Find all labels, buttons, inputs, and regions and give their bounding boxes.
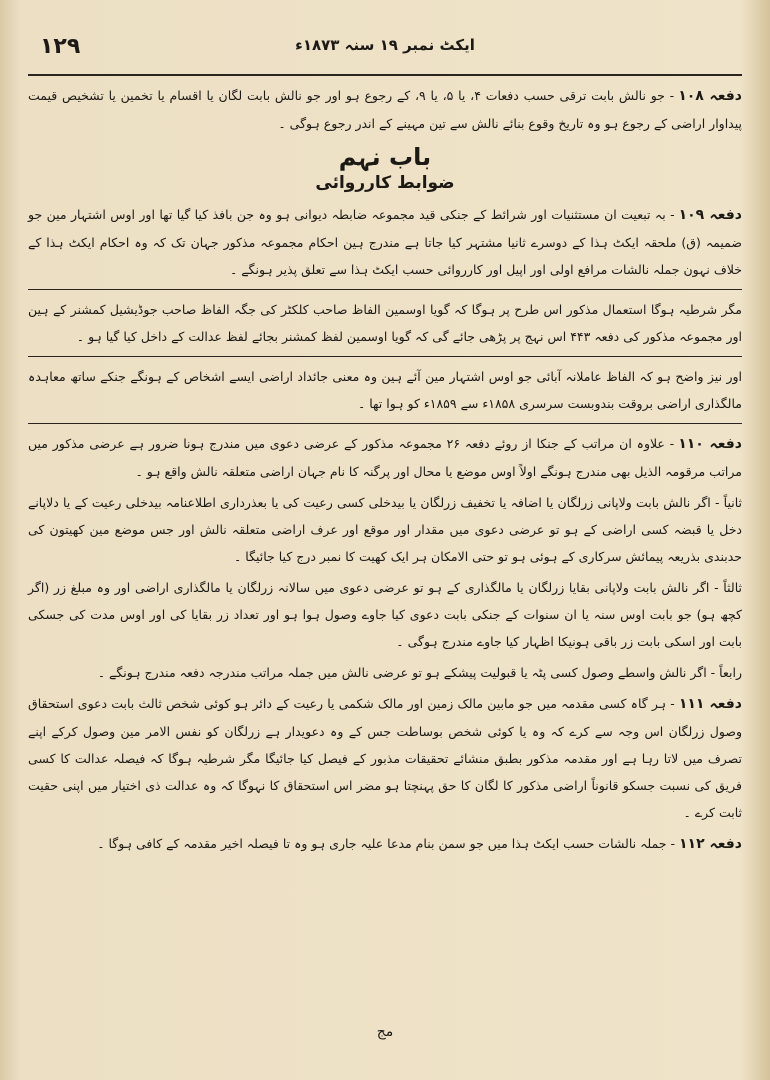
catchword: مج <box>376 1024 394 1040</box>
clause-second: ثانیاً - اگر نالش بابت ولاپانی زرلگان یا اضافہ یا تخفیف زرلگان یا بیدخلی کسی رعیت کی یا بعذرداری اطلاعنامہ بیدخلی رعیت کے یا دلاپانے دخل یا قبضہ کسی اراضی کے ہو تو عرضی دعوی میں مقدار اور موقع اور عرف اراضی متعلقہ نالش اور جس موضع مین کھیتون کی حدبندی بذریعہ پیمائش سرکاری کے ہوئی ہو تو حتی الامکان ہر ایک کھیت کا نمبر درج کیا جائیگا ۔ <box>28 495 742 564</box>
proviso-paragraph: مگر شرطیہ ہوگا استعمال مذکور اس طرح پر ہوگا کہ گویا اوسمین الفاظ صاحب کلکٹر کی جگہ الفاظ صاحب جوڈیشیل کمشنر کے ہین اور مجموعہ مذکور کی دفعہ ۴۴۳ اس نہج پر پڑھی جائے گی کہ گویا اوسمین لفظ کمشنر بجائے لفظ عدالت کے داخل کیا گیا ہو ۔ <box>28 302 742 344</box>
section-108-label: دفعہ ۱۰۸ <box>678 88 742 104</box>
section-112-text: - جملہ نالشات حسب ایکٹ ہذا میں جو سمن بنام مدعا علیہ جاری ہو وہ تا فیصلہ اخیر مقدمہ کے کافی ہوگا ۔ <box>97 836 676 851</box>
section-109 <box>28 201 742 283</box>
running-head: ایکٹ نمبر ۱۹ سنہ ۱۸۷۳ء <box>295 36 475 54</box>
section-109-text: - بہ تبعیت ان مستثنیات اور شرائط کے جنکی قید مجموعہ ضابطہ دیوانی ہو وہ جن بافذ کیا گیا تھا اور اوس اشتہار مین جو ضمیمہ (ق) ملحقہ ایکٹ ہذا کے دوسرے ثانیا مشتہر کیا جاتا ہے مندرج ہین احکام مجموعہ مذکور جہان تک کہ وہ احکام ایکٹ ہذا کے خلاف نہون جملہ نالشات مرافع اولی اور اپیل اور کارروائی حسب ایکٹ ہذا سے تعلق پذیر ہونگے ۔ <box>28 207 742 277</box>
section-108 <box>28 82 742 137</box>
page-number: ۱۲۹ <box>40 34 81 59</box>
section-divider <box>28 289 742 290</box>
section-111-label: دفعہ ۱۱۱ <box>678 696 742 712</box>
section-110-text: - علاوہ ان مراتب کے جنکا از روئے دفعہ ۲۶ مجموعہ مذکور کے عرضی دعوی میں مندرج ہونا ضرور ہے عرضی مذکور میں مراتب مرقومہ الذیل بھی مندرج ہونگے اولاً اوس موضع یا محال اور پرگنہ کا نام جہان اراضی متعلقہ نالش واقع ہو ۔ <box>28 436 742 479</box>
section-109-label: دفعہ ۱۰۹ <box>678 207 742 223</box>
clause-third: ثالثاً - اگر نالش بابت ولاپانی بقایا زرلگان یا مالگذاری کے ہو تو عرضی دعوی میں سالانہ زرلگان یا مالگذاری اراضی اور وہ مبلغ زر (اگر کچھ ہو) جو بابت اوس سنہ یا ان سنوات کے جنکی بابت دعوی کیا جاوے وصول ہوا ہو اور تعداد زر بقایا کی اور اوس مدت کی جسکی بابت اور اسکی بابت زر باقی ہونیکا اظہار کیا جاوے مندرج ہوگی ۔ <box>28 580 742 649</box>
section-111 <box>28 690 742 826</box>
clause-fourth: رابعاً - اگر نالش واسطے وصول کسی پٹہ یا قبولیت پیشکے ہو تو عرضی نالش میں جملہ مراتب مندرجہ دفعہ مندرج ہونگے ۔ <box>97 665 742 680</box>
explanation-paragraph: اور نیز واضح ہو کہ الفاظ عاملانہ آبائی جو اوس اشتہار مین آئے ہین وہ معنی جائداد اراضی ایسے اشخاص کے ہونگے جنکے ساتھ معاہدہ مالگذاری اراضی بروقت بندوبست سرسری ۱۸۵۸ء سے ۱۸۵۹ء کو ہوا تھا ۔ <box>28 369 742 411</box>
section-112 <box>28 830 742 858</box>
section-112-label: دفعہ ۱۱۲ <box>679 836 742 852</box>
section-111-text: - ہر گاہ کسی مقدمہ میں جو مابین مالک زمین اور مالک شکمی یا رعیت کے دائر ہو کوئی شخص ثالث بابت دعوی استحقاق وصول زرلگان اس وجہ سے کرے کہ وہ یا کوئی شخص بوساطت جس کے وہ دعویدار ہے زرلگان کو نفس الامر مین وصول کرکے اپنے تصرف میں لاتا رہا ہے اور مقدمہ مذکور بطبق منشائے تحقیقات مذبور کے فیصل کیا جائیگا مگر شرطیہ ہوگا کہ فیصلہ عدالت کا کسی فریق کی نسبت جسکو قانوناً اراضی مذکور کا لگان کا حق پہنچتا ہو مضر اس استحقاق کا نہوگا کہ وہ عدالت ذی اختیار میں اپنی حقیت ثابت کرے ۔ <box>28 696 742 820</box>
chapter-subtitle: ضوابط کارروائی <box>315 173 455 193</box>
section-divider <box>28 423 742 424</box>
header-rule <box>28 74 742 76</box>
section-108-text: - جو نالش بابت ترقی حسب دفعات ۴، یا ۵، یا ۹، کے رجوع ہو اور جو نالش بابت لگان یا اقسام یا تخمین یا تشخیص قیمت پیداوار اراضی کے رجوع ہو وہ تاریخ وقوع بنائے نالش سے تین مہینے کے اندر رجوع ہوگی ۔ <box>28 88 742 131</box>
chapter-title: باب نہم <box>338 143 432 171</box>
section-110 <box>28 430 742 485</box>
section-110-label: دفعہ ۱۱۰ <box>678 436 742 452</box>
page-header <box>28 30 742 70</box>
section-divider <box>28 356 742 357</box>
